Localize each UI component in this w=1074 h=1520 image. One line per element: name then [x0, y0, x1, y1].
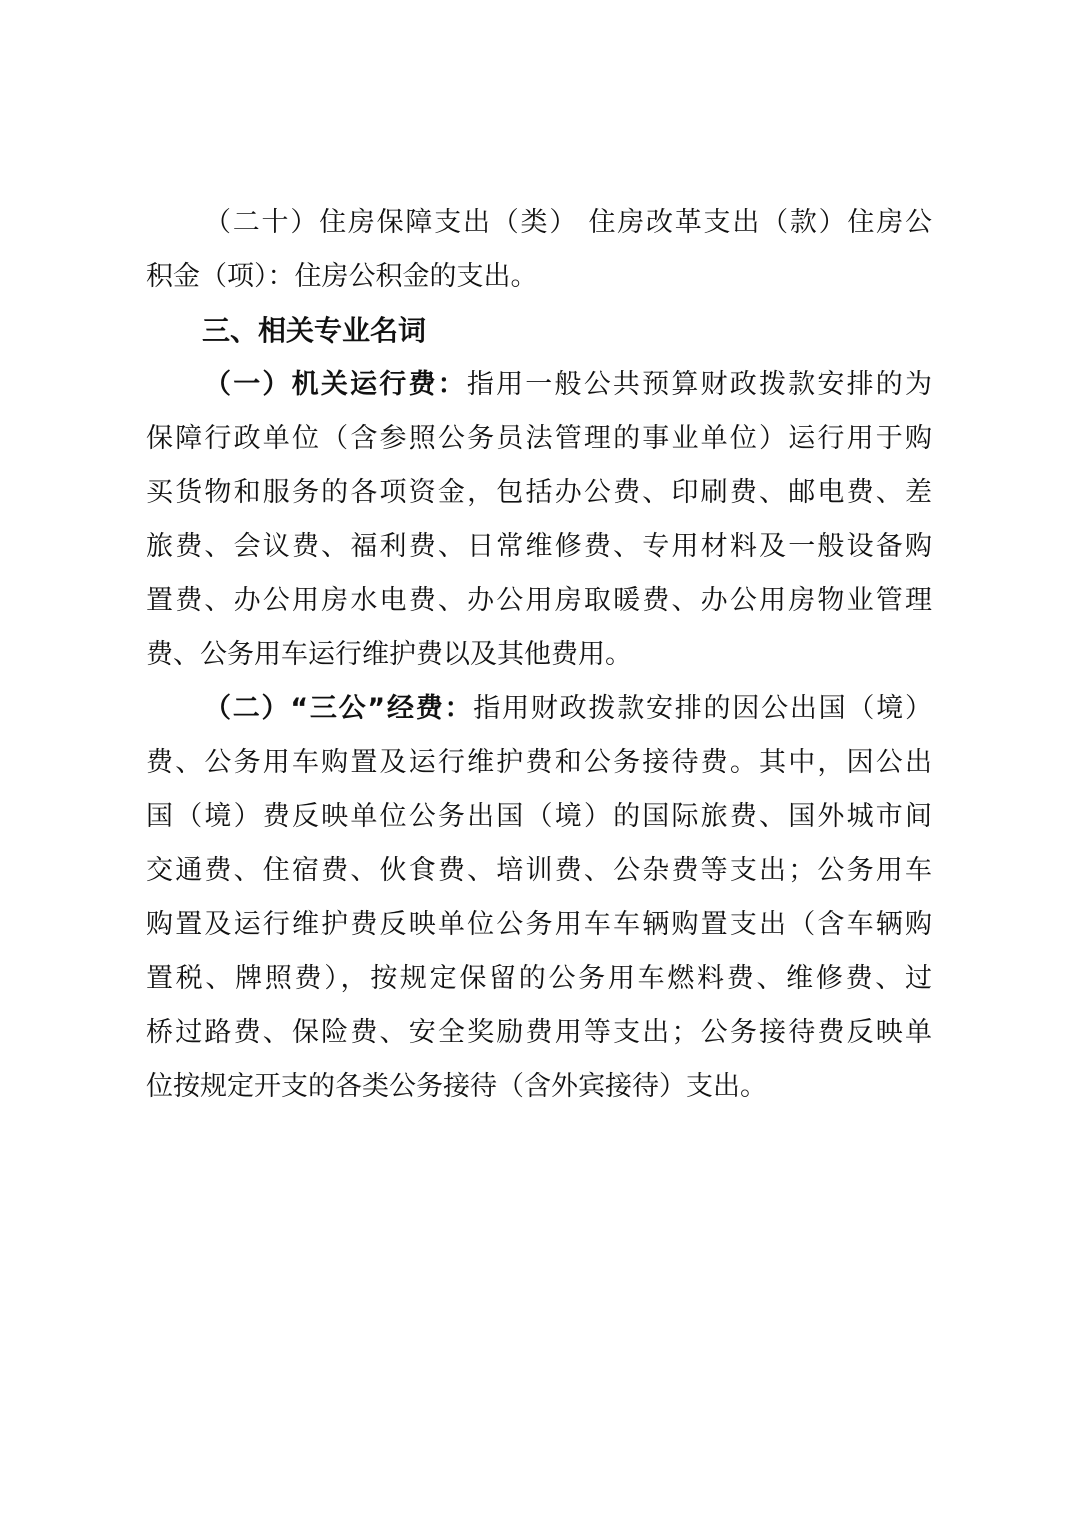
text-line: 积金（项）：住房公积金的支出。 — [146, 261, 538, 292]
text-line: 费、公务用车运行维护费以及其他费用。 — [146, 639, 632, 670]
section-heading: 三、相关专业名词 — [202, 314, 427, 347]
text-line: 国（境）费反映单位公务出国（境）的国际旅费、国外城市间 — [146, 801, 932, 832]
paragraph-operating-expenses — [146, 358, 932, 682]
paragraph-housing-fund — [146, 196, 932, 304]
text-line: （二十）住房保障支出（类） 住房改革支出（款）住房公 — [204, 207, 932, 238]
text-span: 指用财政拨款安排的因公出国（境） — [473, 693, 932, 724]
text-line — [146, 358, 932, 412]
text-line — [146, 682, 932, 736]
text-span: 指用一般公共预算财政拨款安排的为 — [466, 369, 932, 400]
text-line: 置费、办公用房水电费、办公用房取暖费、办公用房物业管理 — [146, 585, 932, 616]
text-line: 交通费、住宿费、伙食费、培训费、公杂费等支出；公务用车 — [146, 855, 932, 886]
text-line: 费、公务用车购置及运行维护费和公务接待费。其中，因公出 — [146, 747, 932, 778]
paragraph-three-public-expenses — [146, 682, 932, 1114]
text-line: 保障行政单位（含参照公务员法管理的事业单位）运行用于购 — [146, 423, 932, 454]
text-line: 位按规定开支的各类公务接待（含外宾接待）支出。 — [146, 1071, 767, 1102]
text-line: 桥过路费、保险费、安全奖励费用等支出；公务接待费反映单 — [146, 1017, 932, 1048]
text-line: 旅费、会议费、福利费、日常维修费、专用材料及一般设备购 — [146, 531, 932, 562]
term-label: （一）机关运行费： — [204, 369, 467, 400]
text-line: 置税、牌照费），按规定保留的公务用车燃料费、维修费、过 — [146, 963, 932, 994]
text-line: 购置及运行维护费反映单位公务用车车辆购置支出（含车辆购 — [146, 909, 932, 940]
document-page — [146, 196, 932, 1114]
term-label: （二）“三公”经费： — [204, 693, 474, 724]
text-line: 买货物和服务的各项资金，包括办公费、印刷费、邮电费、差 — [146, 477, 932, 508]
